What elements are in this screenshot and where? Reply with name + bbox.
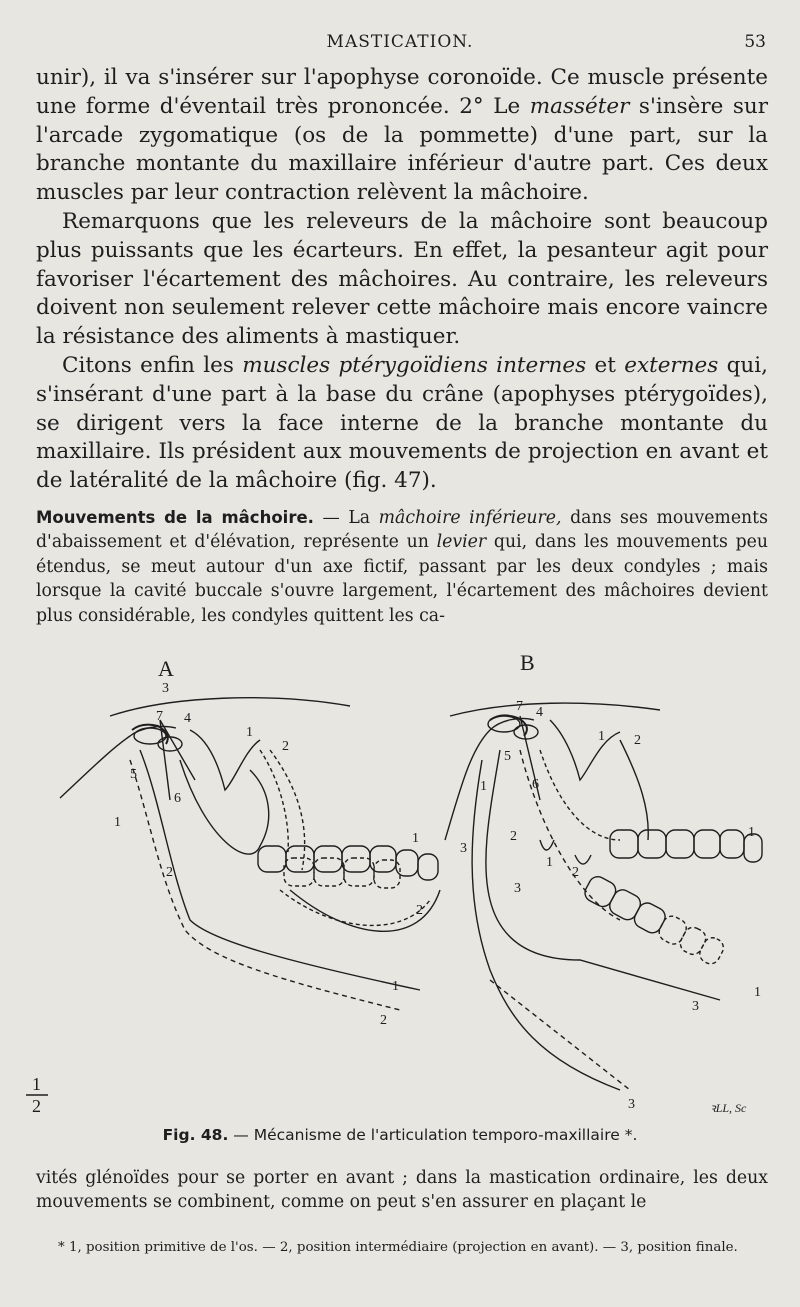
section-paragraph: Mouvements de la mâchoire. — La mâchoire inférieure, dans ses mouvements d'abaissement et d'élévation, représente un levier qui, dans les mouvements peu étendus, se meut autour d'un axe fictif, passant par les deux condyles ; mais lorsque la cavité buccale s'ouvre largement, l'écartement des mâchoires devient plus considérable, les condyles quittent les ca- — [36, 508, 768, 626]
label-2-a: 2 — [282, 739, 289, 754]
label-5-b: 5 — [504, 749, 511, 764]
label-2d-a: 2 — [380, 1013, 387, 1028]
label-1c-a: 1 — [412, 831, 419, 846]
figure-48 — [20, 640, 780, 1120]
term-pterygoid-external: externes — [624, 352, 719, 378]
label-6-b: 6 — [532, 777, 539, 792]
paragraph-1: unir), il va s'insérer sur l'apophyse coronoïde. Ce muscle présente une forme d'éventail très prononcée. 2° Le masséter s'insère sur l'arcade zygomatique (os de la pommette) d'une part, sur la branche montante du maxillaire inférieur d'autre part. Ces deux muscles par leur contraction relèvent la mâchoire. — [36, 65, 769, 206]
label-3-b: 3 — [460, 841, 467, 856]
jaw-diagram — [20, 640, 780, 1120]
section-heading: Mouvements de la mâchoire. — [36, 508, 314, 527]
term-masseter: masséter — [529, 93, 630, 119]
label-3b-b: 3 — [514, 881, 521, 896]
skull-base-a — [110, 698, 350, 716]
mandible-pos1-a — [140, 750, 420, 990]
label-1b-b: 1 — [480, 779, 487, 794]
running-head — [0, 30, 800, 58]
label-7-b: 7 — [516, 699, 523, 714]
engraver-signature: ꝛLL, Sc — [710, 1101, 747, 1115]
paragraph-3: Citons enfin les muscles ptérygoïdiens internes et externes qui, s'insérant d'une part à la base du crâne (apophyses ptérygoïdes), se dirigent vers la face interne de la branche montante du maxillaire. Ils président aux mouvements de projection en avant et de latéralité de la mâchoire (fig. 47). — [36, 352, 768, 494]
mandible-pos3-b — [472, 760, 620, 1090]
label-4-b: 4 — [536, 705, 543, 720]
scale-denominator: 2 — [32, 1096, 41, 1116]
label-6-a: 6 — [174, 791, 181, 806]
label-2b-b: 2 — [510, 829, 517, 844]
teeth-upper-b — [610, 830, 762, 862]
figure-caption — [0, 1126, 800, 1144]
section-text — [36, 506, 768, 628]
label-1d-b: 1 — [748, 825, 755, 840]
paragraph-2: Remarquons que les releveurs de la mâchoire sont beaucoup plus puissants que les écarteurs. En effet, la pesanteur agit pour favoriser l'écartement des mâchoires. Au contraire, les releveurs doivent non seulement relever cette mâchoire mais encore vaincre la résistance des aliments à mastiquer. — [36, 208, 768, 350]
label-1c-b: 1 — [546, 855, 553, 870]
continuation-text: vités glénoïdes pour se porter en avant ; dans la mastication ordinaire, les deux mouvements se combinent, comme on peut s'en assurer en plaçant le — [36, 1168, 768, 1213]
teeth-a — [258, 846, 438, 888]
label-1b-a: 1 — [114, 815, 121, 830]
label-4-a: 4 — [184, 711, 191, 726]
ramus-notch-b — [550, 720, 620, 780]
label-2b-a: 2 — [166, 865, 173, 880]
main-text — [36, 64, 768, 496]
panel-a-label: A — [158, 656, 174, 681]
skull-base-b — [450, 703, 660, 716]
term-pterygoid-internal: muscles ptérygoïdiens internes — [242, 352, 587, 378]
cranium-line-a — [60, 726, 176, 798]
panel-b-label: B — [520, 650, 535, 675]
running-head-title: MASTICATION. — [326, 32, 474, 52]
mandible-pos2-b — [520, 750, 620, 920]
label-5-a: 5 — [130, 767, 137, 782]
caption-text: — Mécanisme de l'articulation temporo-maxillaire *. — [233, 1126, 638, 1144]
scale-numerator: 1 — [32, 1074, 41, 1094]
caption-number: Fig. 48. — [162, 1126, 229, 1144]
label-1d-a: 1 — [392, 979, 399, 994]
mandible-pos2-a — [130, 760, 400, 1010]
teeth-lower-b — [582, 874, 727, 967]
footnote: * 1, position primitive de l'os. — 2, position intermédiaire (projection en avant). — 3, position finale. — [58, 1240, 738, 1255]
panel-b-drawing — [445, 703, 762, 1090]
label-3c-b: 3 — [692, 999, 699, 1014]
mandible-pos1-b — [486, 750, 720, 1000]
label-1e-b: 1 — [754, 985, 761, 1000]
label-2-b: 2 — [634, 733, 641, 748]
page-number: 53 — [744, 32, 766, 52]
label-1-b: 1 — [598, 729, 605, 744]
cranium-line-b — [445, 718, 534, 840]
label-2c-b: 2 — [572, 865, 579, 880]
coronoid-a — [180, 760, 269, 854]
panel-a-drawing — [60, 698, 440, 1010]
label-3d-b: 3 — [628, 1097, 635, 1112]
label-2c-a: 2 — [416, 903, 423, 918]
label-1-a: 1 — [246, 725, 253, 740]
label-7-a: 7 — [156, 709, 163, 724]
label-3-a: 3 — [162, 681, 169, 696]
